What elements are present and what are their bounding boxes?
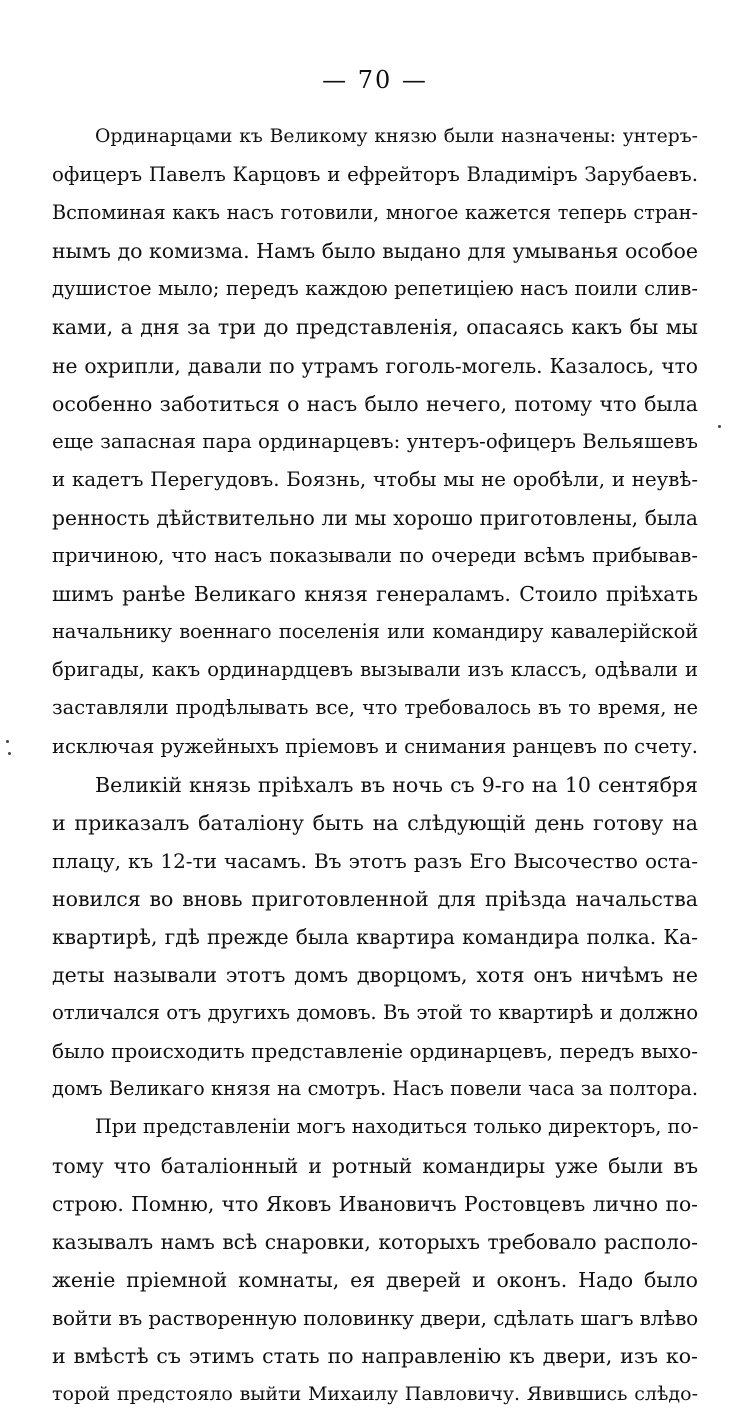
scan-speck (8, 752, 11, 755)
text-line: отличался отъ другихъ домовъ. Въ этой то квартирѣ и должно (52, 1001, 698, 1025)
text-line: новился во вновь приготовленной для пріѣзда начальства (52, 886, 698, 911)
text-line: особенно заботиться о насъ было нечего, потому что была (52, 391, 698, 416)
text-line: не охрипли, давали по утрамъ гоголь-могель. Казалось, что (52, 353, 698, 378)
text-line: исключая ружейныхъ пріемовъ и снимания ранцевъ по счету. (52, 734, 698, 758)
text-line: заставляли продѣлывать все, что требовалось въ то время, не (52, 696, 698, 720)
text-line: строю. Помню, что Яковъ Ивановичъ Ростовцевъ лично по- (52, 1191, 698, 1216)
text-line: Вспоминая какъ насъ готовили, многое кажется теперь стран- (52, 201, 698, 225)
text-line: бригады, какъ ординардцевъ вызывали изъ классъ, одѣвали и (52, 658, 698, 682)
text-line: начальнику военнаго поселенія или командиру кавалерійской (52, 620, 698, 644)
text-line: причиною, что насъ показывали по очереди всѣмъ прибывав- (52, 544, 698, 568)
text-line: офицеръ Павелъ Карцовъ и ефрейторъ Владиміръ Зарубаевъ. (52, 163, 698, 187)
text-line: торой предстояло выйти Михаилу Павловичу. Явившись слѣдо- (52, 1383, 698, 1406)
text-line: женіе пріемной комнаты, ея дверей и оконъ. Надо было (52, 1267, 698, 1292)
text-line: деты называли этотъ домъ дворцомъ, хотя онъ ничѣмъ не (52, 963, 698, 988)
scan-speck (6, 740, 9, 743)
text-line: Ординарцами къ Великому князю были назначены: унтеръ- (95, 126, 698, 147)
text-line: душистое мыло; передъ каждою репетиціею насъ поили слив- (52, 277, 698, 301)
text-line: домъ Великаго князя на смотръ. Насъ повели часа за полтора. (52, 1077, 698, 1101)
text-line: и приказалъ баталіону быть на слѣдующій день готову на (52, 810, 698, 835)
text-line: шимъ ранѣе Великаго князя генераламъ. Стоило пріѣхать (52, 582, 698, 607)
text-line: При представленіи могъ находиться только директоръ, по- (95, 1115, 699, 1139)
text-line: плацу, къ 12-ти часамъ. Въ этотъ разъ Его Высочество оста- (52, 848, 698, 873)
text-line: тому что баталіонный и ротный командиры уже были въ (52, 1153, 698, 1178)
text-line: квартирѣ, гдѣ прежде была квартира командира полка. Ка- (52, 924, 698, 949)
text-line: ренность дѣйствительно ли мы хорошо приготовлены, была (52, 505, 698, 530)
text-line: войти въ растворенную половинку двери, сдѣлать шагъ влѣво (52, 1305, 698, 1330)
text-line: казывалъ намъ всѣ снаровки, которыхъ требовало располо- (52, 1229, 698, 1254)
scan-speck (718, 425, 721, 428)
text-line: Великій князь пріѣхалъ въ ночь съ 9-го на 10 сентября (95, 772, 698, 797)
text-line: нымъ до комизма. Намъ было выдано для умыванья особое (52, 239, 698, 264)
page-number: — 70 — (322, 66, 428, 94)
text-line: и вмѣстѣ съ этимъ стать по направленію къ двери, изъ ко- (52, 1344, 698, 1368)
text-line: и кадетъ Перегудовъ. Боязнь, чтобы мы не оробѣли, и неувѣ- (52, 467, 698, 491)
text-line: было происходить представленіе ординарцевъ, передъ выхо- (52, 1039, 698, 1064)
body-text (52, 118, 698, 1413)
text-line: ками, а дня за три до представленія, опасаясь какъ бы мы (52, 315, 698, 340)
text-line: еще запасная пара ординарцевъ: унтеръ-офицеръ Вельяшевъ (52, 429, 698, 453)
